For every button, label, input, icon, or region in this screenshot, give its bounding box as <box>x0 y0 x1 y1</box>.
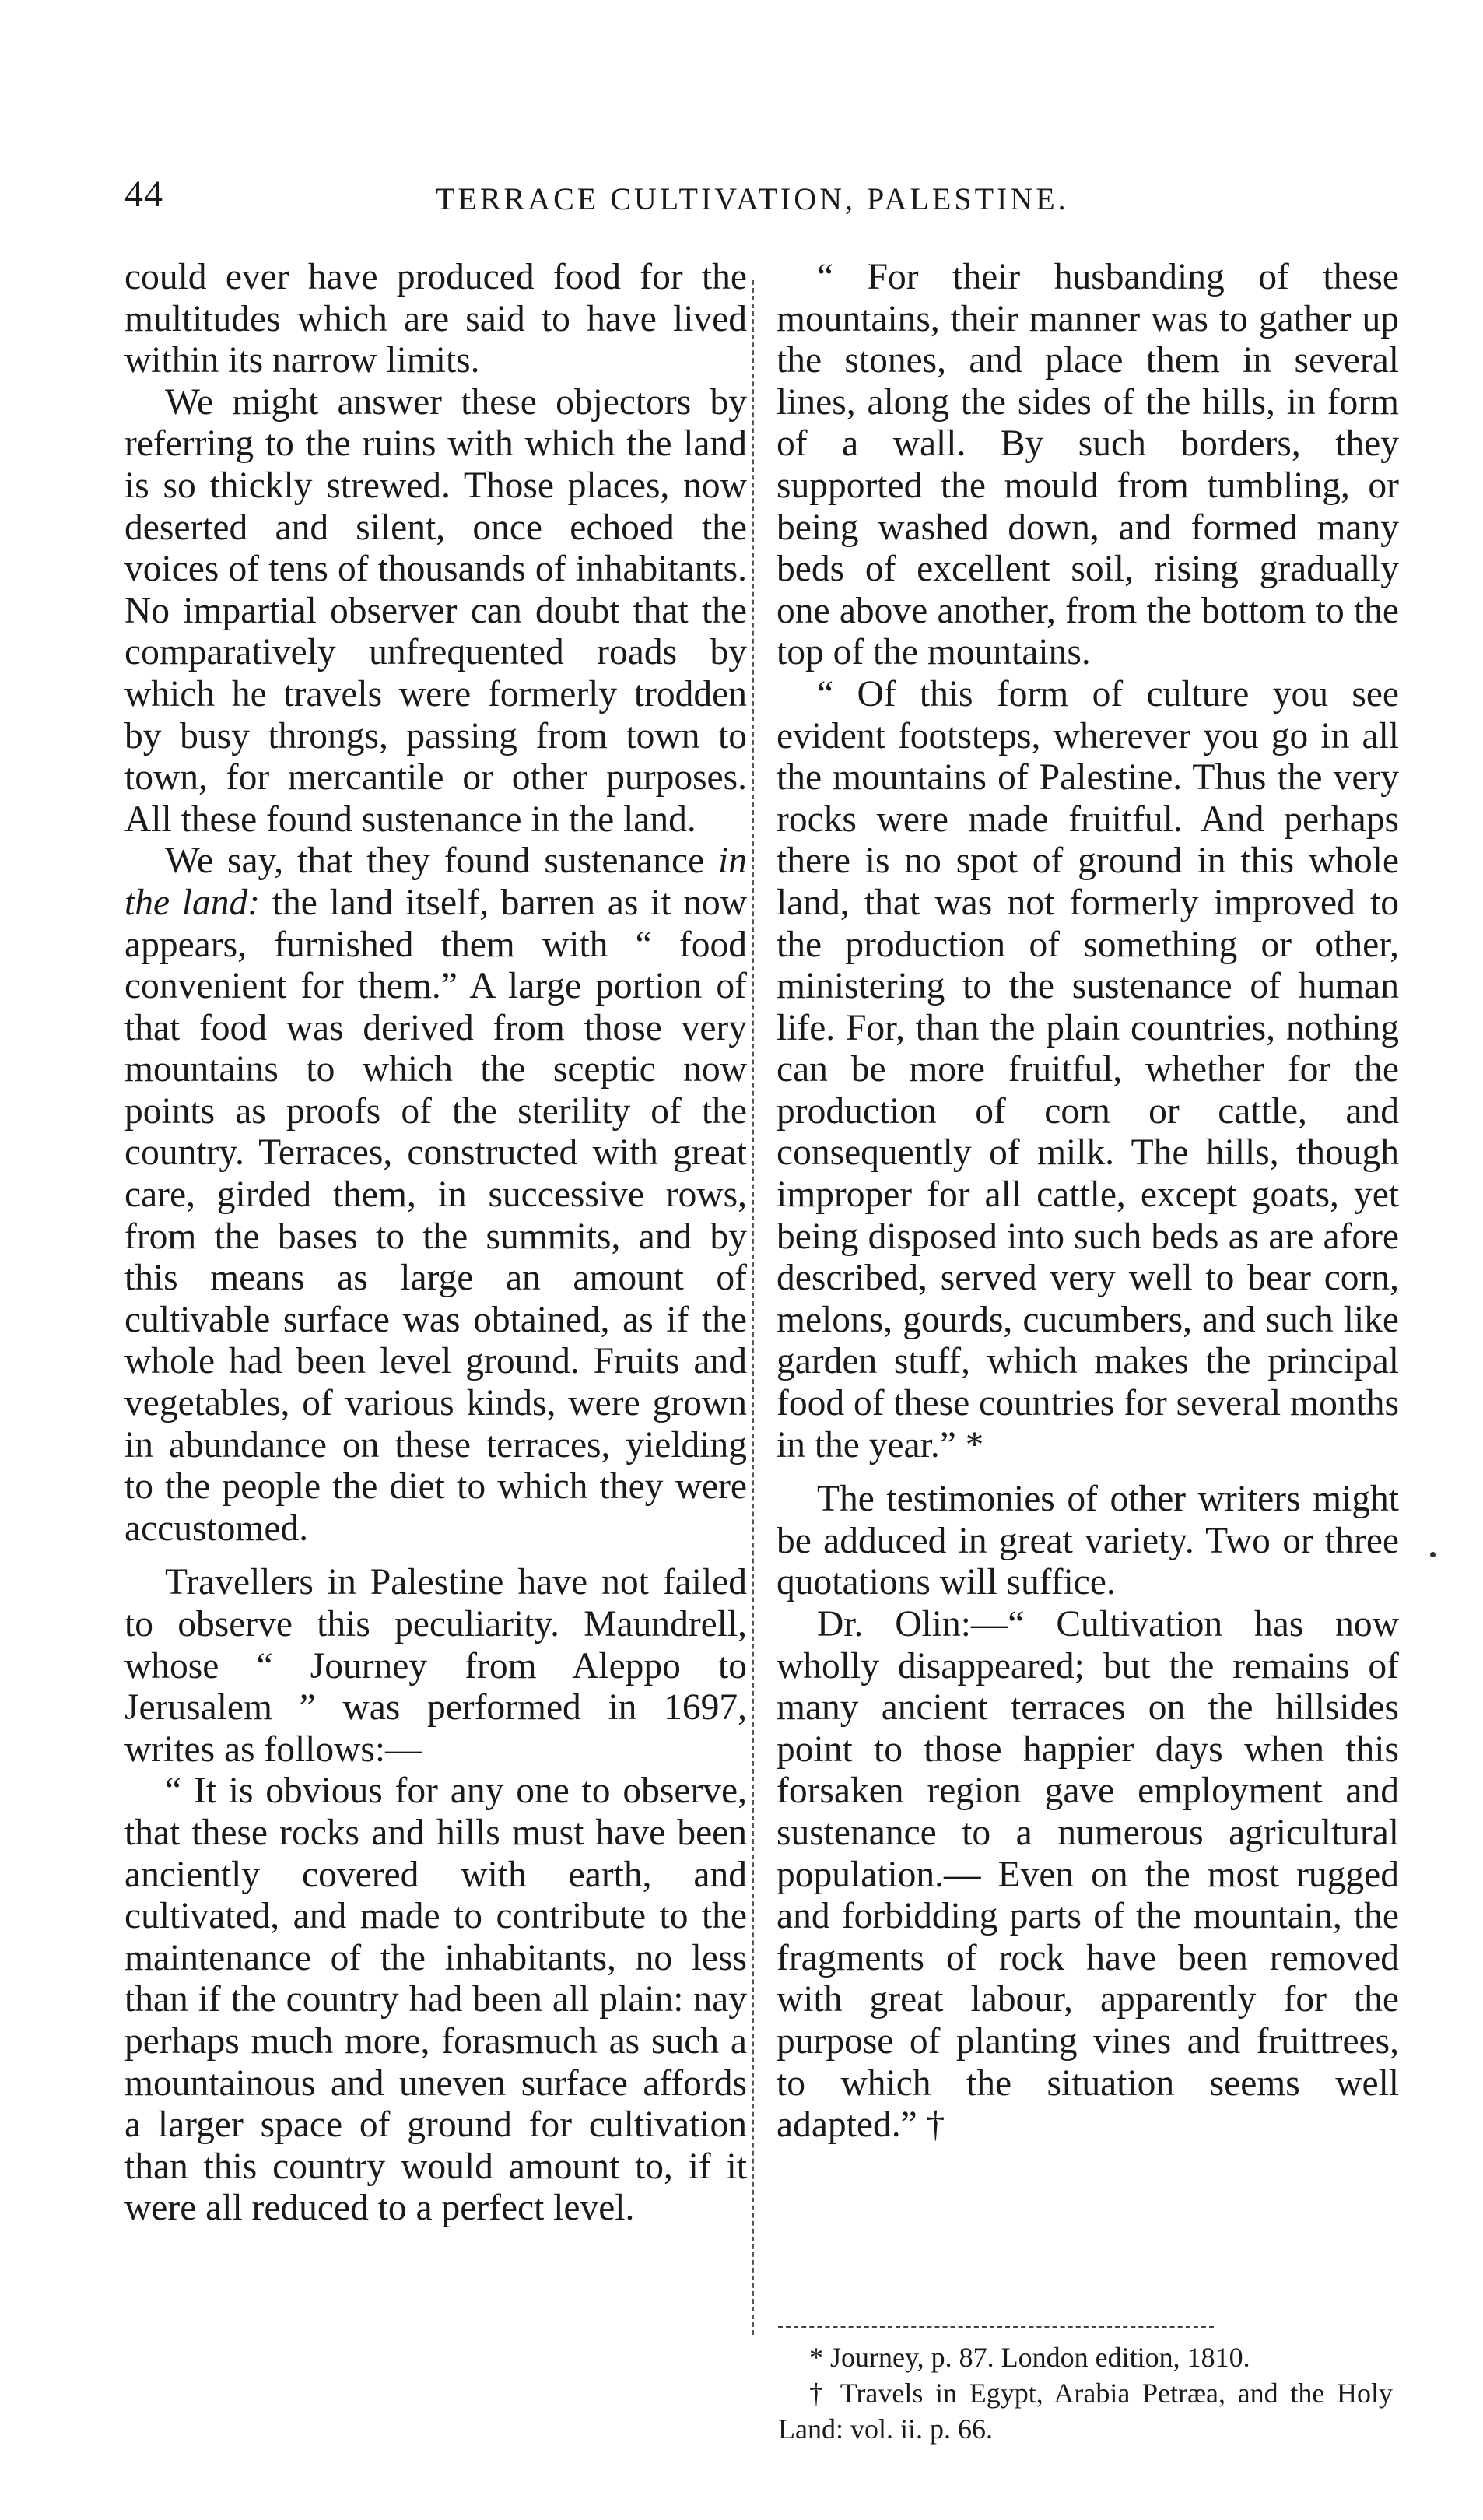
footnotes <box>778 2339 1393 2447</box>
paragraph: We might answer these objectors by referring to the ruins with which the land is so thickly strewed. Those places, now deserted and silent, once echoed the voices of tens of thousands of inhabitants. No impartial observer can doubt that the comparatively unfrequented roads by which he travels were formerly trodden by busy throngs, passing from town to town, for mercantile or other purposes. All these found sustenance in the land. <box>124 381 747 840</box>
footnote-rule <box>778 2326 1214 2328</box>
right-column <box>777 257 1399 2146</box>
paragraph: Travellers in Palestine have not failed to observe this peculiarity. Maundrell, whose “ Journey from Aleppo to Jerusalem ” was performed in 1697, writes as follows:— <box>124 1562 747 1770</box>
italic-phrase: in the land: <box>124 841 747 923</box>
quotation-paragraph: “ It is obvious for any one to observe, that these rocks and hills must have been anciently covered with earth, and cultivated, and made to contribute to the maintenance of the inhabitants, no less than if the country had been all plain: nay perhaps much more, forasmuch as such a mountainous and uneven surface affords a larger space of ground for cultivation than this country would amount to, if it were all reduced to a perfect level. <box>124 1771 747 2229</box>
column-divider <box>752 280 754 2335</box>
footnote: * Journey, p. 87. London edition, 1810. <box>809 2342 1250 2373</box>
quotation-paragraph: “ Of this form of culture you see evident footsteps, wherever you go in all the mountains of Palestine. Thus the very rocks were made fruitful. And perhaps there is no spot of ground in this whole land, that was not formerly improved to the production of something or other, ministering to the sustenance of human life. For, than the plain countries, nothing can be more fruitful, whether for the production of corn or cattle, and consequently of milk. The hills, though improper for all cattle, except goats, yet being disposed into such beds as are afore described, served very well to bear corn, melons, gourds, cucumbers, and such like garden stuff, which makes the principal food of these countries for several months in the year.” * <box>777 673 1399 1465</box>
paragraph: could ever have produced food for the multitudes which are said to have lived within its narrow limits. <box>124 257 747 381</box>
page-header <box>124 173 1401 235</box>
paragraph-text: We say, that they found sustenance <box>165 841 719 882</box>
footnote: † Travels in Egypt, Arabia Petræa, and the Holy Land: vol. ii. p. 66. <box>778 2378 1393 2445</box>
quotation-paragraph: “ For their husbanding of these mountains, their manner was to gather up the stones, and place them in several lines, along the sides of the hills, in form of a wall. By such borders, they supported the mould from tumbling, or being washed down, and formed many beds of excellent soil, rising gradually one above another, from the bottom to the top of the mountains. <box>777 257 1399 673</box>
paragraph: The testimonies of other writers might be adduced in great variety. Two or three quotations will suffice. <box>777 1479 1399 1603</box>
paragraph <box>124 841 747 1550</box>
paragraph-text: the land itself, barren as it now appears, furnished them with “ food convenient for them.” A large portion of that food was derived from those very mountains to which the sceptic now points as proofs of the sterility of the country. Terraces, constructed with great care, girded them, in successive rows, from the bases to the summits, and by this means as large an amount of cultivable surface was obtained, as if the whole had been level ground. Fruits and vegetables, of various kinds, were grown in abundance on these terraces, yielding to the people the diet to which they were accustomed. <box>124 882 747 1549</box>
left-column <box>124 257 747 2230</box>
ink-speck <box>1430 1552 1436 1557</box>
paragraph: Dr. Olin:—“ Cultivation has now wholly disappeared; but the remains of many ancient terraces on the hillsides point to those happier days when this forsaken region gave employment and sustenance to a numerous agricultural population.— Even on the most rugged and forbidding parts of the mountain, the fragments of rock have been removed with great labour, apparently for the purpose of planting vines and fruittrees, to which the situation seems well adapted.” † <box>777 1604 1399 2146</box>
page-number: 44 <box>124 174 163 215</box>
running-head: TERRACE CULTIVATION, PALESTINE. <box>436 181 1069 216</box>
